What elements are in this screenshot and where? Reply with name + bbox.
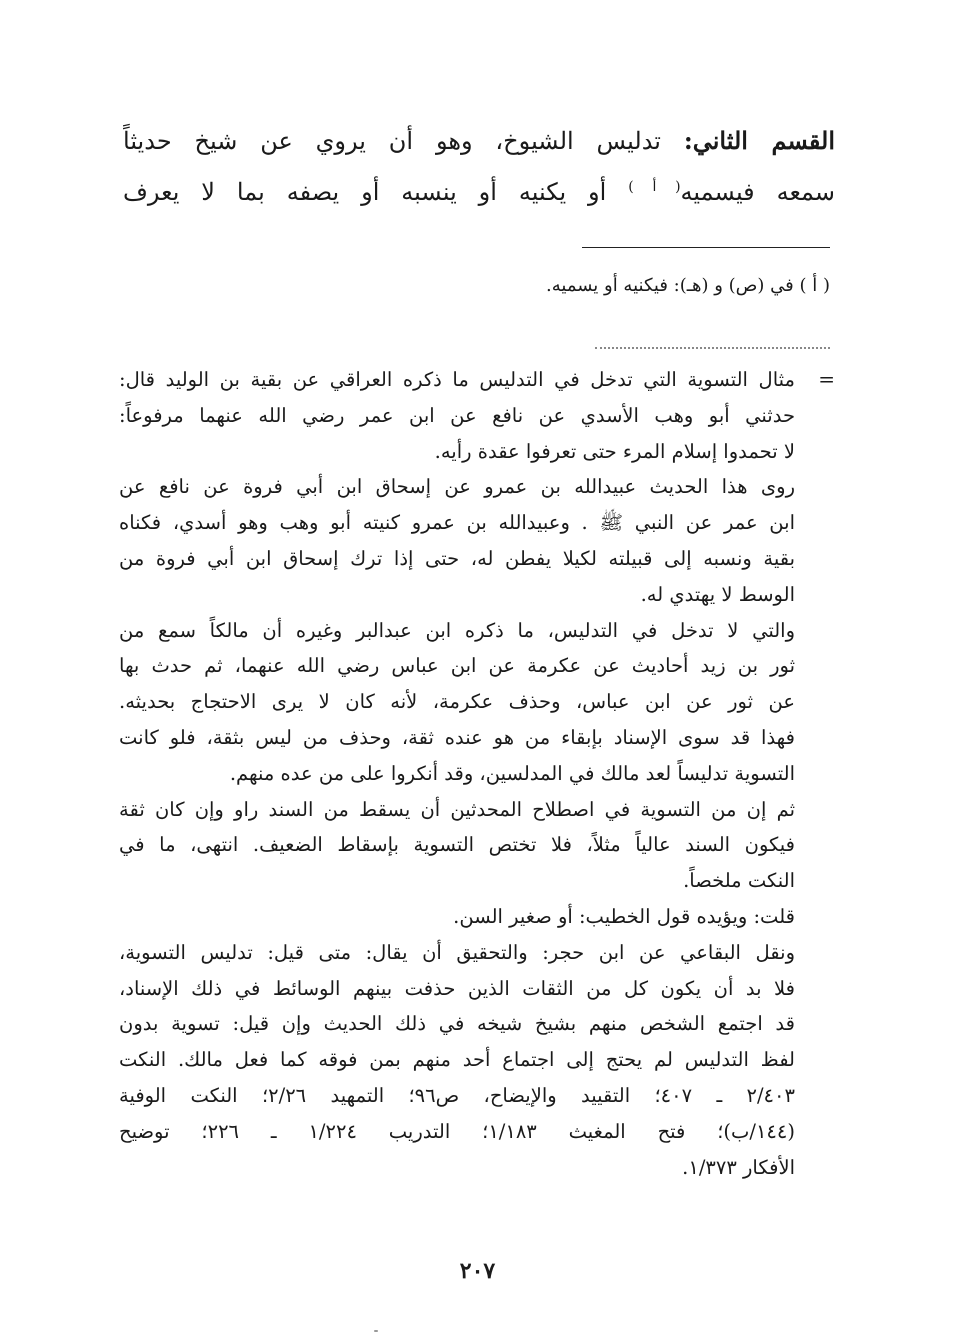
main-text-line-2 [123,164,835,215]
scan-speck [374,1330,378,1332]
note-line: ثور بن زيد أحاديث عن عكرمة عن ابن عباس رضي الله عنهما، ثم حدث بها [119,654,795,678]
note-line: والتي لا تدخل في التدليس، ما ذكره ابن عبدالبر وغيره أن مالكاً سمع من [119,618,795,642]
main-text-line-2-b: أو يكنيه أو ينسبه أو يصفه بما لا يعرف [123,178,629,206]
notes-block [119,362,795,1185]
note-line: قد اجتمع الشخص منهم بشيخ شيخه في ذلك الحديث وإن قيل: تسوية بدون [119,1012,795,1036]
note-line: بقية ونسبه إلى قبيلته لكيلا يفطن له، حتى إذا ترك إسحاق ابن أبي فروة من [119,546,795,570]
section-heading: القسم الثاني: [683,126,835,155]
continuation-mark: = [818,367,835,391]
note-line: التسوية تدليساً لعد مالك في المدلسين، وقد أنكروا على من عده منهم. [229,761,795,785]
main-text [123,118,835,215]
note-line: فلا بد أن يكون كل من الثقات الذين حذفت بينهم الوسائط في ذلك الإسناد، [119,976,795,1000]
note-line: النكت ملخصاً. [683,869,795,893]
note-line: لفظ التدليس لم يحتج إلى اجتماع أحد منهم بمن فوقه كما فعل مالك. النكت [119,1048,795,1072]
footnote-separator [582,247,830,248]
note-line: فهذا قد سوى الإسناد بإبقاء من هو عنده ثقة، وحذف من ليس بثقة، فلو كانت [119,725,795,749]
footnote: ( أ ) في (ص) و (هـ): فيكنيه أو يسميه. [546,275,830,296]
note-line: (١٤٤/ب)؛ فتح المغيث ١/١٨٣؛ التدريب ١/٢٢٤ ـ ٢٢٦؛ توضيح [119,1119,795,1143]
footnote-marker: ( أ ) [628,179,681,195]
note-line: مثال التسوية التي تدخل في التدليس ما ذكره العراقي عن بقية بن الوليد قال: [119,368,795,391]
note-line: ٢/٤٠٣ ـ ٤٠٧؛ التقييد والإيضاح، ص٩٦؛ التمهيد ٢/٢٦؛ النكت الوفية [119,1083,795,1107]
note-line: قلت: ويؤيده قول الخطيب: أو صغير السن. [453,904,795,928]
note-line: ثم إن من التسوية في اصطلاح المحدثين أن يسقط من السند راو وإن كان ثقة [119,797,795,821]
note-line: فيكون السند عالياً مثلاً، فلا تختص التسوية بإسقاط الضعيف. انتهى، ما في [119,833,795,857]
note-line: حدثني أبو وهب الأسدي عن نافع عن ابن عمر رضي الله عنهما مرفوعاً: [119,403,795,427]
note-line: لا تحمدوا إسلام المرء حتى تعرفوا عقدة رأيه. [434,439,795,463]
note-line: الوسط لا يهتدي له. [640,582,795,606]
note-line: ونقل البقاعي عن ابن حجر: والتحقيق أن يقال: متى قيل: تدليس التسوية، [119,940,795,964]
main-text-line-1 [123,118,835,164]
note-line: روى هذا الحديث عبيدالله بن عمرو عن إسحاق ابن أبي فروة عن نافع عن [119,475,795,499]
note-line: الأفكار ١/٣٧٣. [682,1155,795,1179]
page-number: ٢٠٧ [459,1258,496,1284]
note-line: ابن عمر عن النبي ﷺ . وعبيدالله بن عمرو كنيته أبو وهب وهو أسدي، فكناه [119,511,795,535]
main-text-line-2-a: سمعه فيسميه [680,178,835,206]
note-line: عن ثور عن ابن عباس، وحذف عكرمة، لأنه كان لا يرى الاحتجاج بحديثه. [119,690,795,714]
dotted-separator [595,347,830,349]
main-text-line-1-rest: تدليس الشيوخ، وهو أن يروي عن شيخ حديثاً [123,127,684,155]
